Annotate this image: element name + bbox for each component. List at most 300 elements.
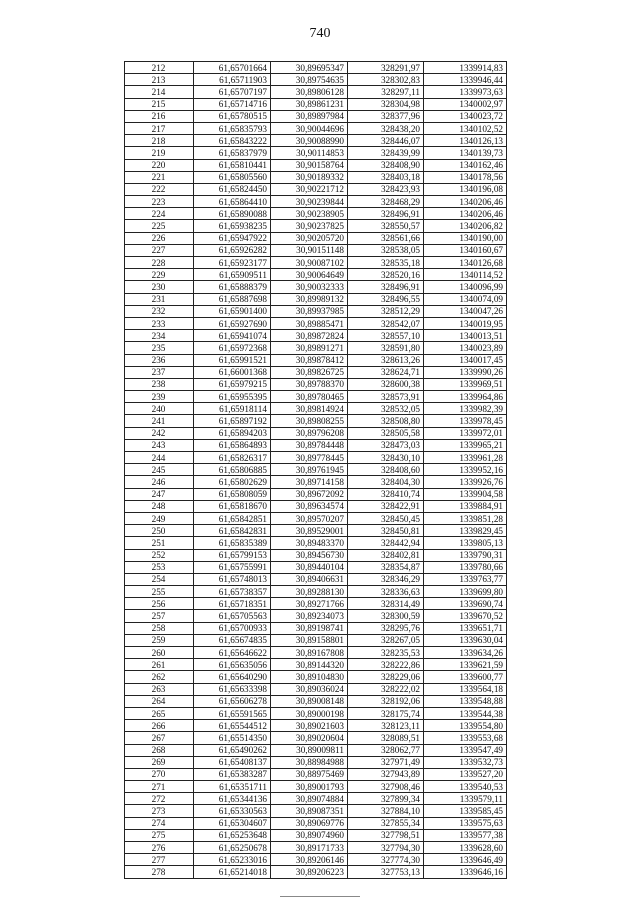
table-row bbox=[125, 244, 507, 256]
x-coordinate-cell: 328404,30 bbox=[348, 476, 424, 488]
longitude-cell: 30,89171733 bbox=[271, 842, 348, 854]
point-number-cell: 274 bbox=[125, 817, 194, 829]
y-coordinate-cell: 1340047,26 bbox=[424, 305, 507, 317]
table-row bbox=[125, 842, 507, 854]
point-number-cell: 246 bbox=[125, 476, 194, 488]
longitude-cell: 30,89069776 bbox=[271, 817, 348, 829]
x-coordinate-cell: 328297,11 bbox=[348, 86, 424, 98]
table-row bbox=[125, 354, 507, 366]
table-row bbox=[125, 634, 507, 646]
point-number-cell: 265 bbox=[125, 707, 194, 719]
x-coordinate-cell: 328402,81 bbox=[348, 549, 424, 561]
x-coordinate-cell: 328300,59 bbox=[348, 610, 424, 622]
latitude-cell: 61,65927690 bbox=[194, 317, 271, 329]
x-coordinate-cell: 328423,93 bbox=[348, 183, 424, 195]
latitude-cell: 61,65806885 bbox=[194, 464, 271, 476]
point-number-cell: 256 bbox=[125, 598, 194, 610]
latitude-cell: 61,65799153 bbox=[194, 549, 271, 561]
point-number-cell: 218 bbox=[125, 135, 194, 147]
point-number-cell: 237 bbox=[125, 366, 194, 378]
latitude-cell: 61,65955395 bbox=[194, 391, 271, 403]
point-number-cell: 278 bbox=[125, 866, 194, 878]
longitude-cell: 30,89529001 bbox=[271, 525, 348, 537]
latitude-cell: 61,65894203 bbox=[194, 427, 271, 439]
longitude-cell: 30,89761945 bbox=[271, 464, 348, 476]
table-row bbox=[125, 62, 507, 74]
table-row bbox=[125, 183, 507, 195]
longitude-cell: 30,89784448 bbox=[271, 439, 348, 451]
latitude-cell: 61,65941074 bbox=[194, 330, 271, 342]
point-number-cell: 270 bbox=[125, 768, 194, 780]
y-coordinate-cell: 1340023,72 bbox=[424, 110, 507, 122]
y-coordinate-cell: 1339544,38 bbox=[424, 707, 507, 719]
latitude-cell: 61,65835389 bbox=[194, 537, 271, 549]
longitude-cell: 30,89206146 bbox=[271, 854, 348, 866]
x-coordinate-cell: 328557,10 bbox=[348, 330, 424, 342]
latitude-cell: 61,65888379 bbox=[194, 281, 271, 293]
point-number-cell: 221 bbox=[125, 171, 194, 183]
x-coordinate-cell: 328377,96 bbox=[348, 110, 424, 122]
x-coordinate-cell: 328291,97 bbox=[348, 62, 424, 74]
table-row bbox=[125, 610, 507, 622]
longitude-cell: 30,90239844 bbox=[271, 196, 348, 208]
point-number-cell: 215 bbox=[125, 98, 194, 110]
x-coordinate-cell: 328535,18 bbox=[348, 257, 424, 269]
point-number-cell: 268 bbox=[125, 744, 194, 756]
latitude-cell: 61,65979215 bbox=[194, 378, 271, 390]
y-coordinate-cell: 1340196,08 bbox=[424, 183, 507, 195]
point-number-cell: 227 bbox=[125, 244, 194, 256]
table-row bbox=[125, 391, 507, 403]
point-number-cell: 217 bbox=[125, 122, 194, 134]
point-number-cell: 275 bbox=[125, 829, 194, 841]
y-coordinate-cell: 1340160,67 bbox=[424, 244, 507, 256]
x-coordinate-cell: 328222,02 bbox=[348, 683, 424, 695]
point-number-cell: 235 bbox=[125, 342, 194, 354]
table-row bbox=[125, 793, 507, 805]
x-coordinate-cell: 328336,63 bbox=[348, 586, 424, 598]
x-coordinate-cell: 328314,49 bbox=[348, 598, 424, 610]
longitude-cell: 30,89234073 bbox=[271, 610, 348, 622]
latitude-cell: 61,65711903 bbox=[194, 74, 271, 86]
point-number-cell: 223 bbox=[125, 196, 194, 208]
y-coordinate-cell: 1339548,88 bbox=[424, 695, 507, 707]
table-row bbox=[125, 659, 507, 671]
table-row bbox=[125, 671, 507, 683]
y-coordinate-cell: 1339630,04 bbox=[424, 634, 507, 646]
y-coordinate-cell: 1339851,28 bbox=[424, 512, 507, 524]
x-coordinate-cell: 328538,05 bbox=[348, 244, 424, 256]
latitude-cell: 61,65514350 bbox=[194, 732, 271, 744]
y-coordinate-cell: 1339973,63 bbox=[424, 86, 507, 98]
latitude-cell: 61,65635056 bbox=[194, 659, 271, 671]
latitude-cell: 61,65490262 bbox=[194, 744, 271, 756]
table-row bbox=[125, 147, 507, 159]
y-coordinate-cell: 1340126,13 bbox=[424, 135, 507, 147]
table-row bbox=[125, 683, 507, 695]
y-coordinate-cell: 1339554,80 bbox=[424, 720, 507, 732]
x-coordinate-cell: 328346,29 bbox=[348, 573, 424, 585]
y-coordinate-cell: 1339926,76 bbox=[424, 476, 507, 488]
y-coordinate-cell: 1339600,77 bbox=[424, 671, 507, 683]
y-coordinate-cell: 1340013,51 bbox=[424, 330, 507, 342]
longitude-cell: 30,89989132 bbox=[271, 293, 348, 305]
longitude-cell: 30,90044696 bbox=[271, 122, 348, 134]
x-coordinate-cell: 328410,74 bbox=[348, 488, 424, 500]
x-coordinate-cell: 328267,05 bbox=[348, 634, 424, 646]
latitude-cell: 61,65897192 bbox=[194, 415, 271, 427]
table-row bbox=[125, 781, 507, 793]
table-row bbox=[125, 732, 507, 744]
table-row bbox=[125, 537, 507, 549]
latitude-cell: 61,65253648 bbox=[194, 829, 271, 841]
latitude-cell: 61,65909511 bbox=[194, 269, 271, 281]
y-coordinate-cell: 1339553,68 bbox=[424, 732, 507, 744]
latitude-cell: 61,65330563 bbox=[194, 805, 271, 817]
y-coordinate-cell: 1339969,51 bbox=[424, 378, 507, 390]
longitude-cell: 30,89206223 bbox=[271, 866, 348, 878]
latitude-cell: 61,65826317 bbox=[194, 452, 271, 464]
latitude-cell: 61,65700933 bbox=[194, 622, 271, 634]
x-coordinate-cell: 328354,87 bbox=[348, 561, 424, 573]
x-coordinate-cell: 328192,06 bbox=[348, 695, 424, 707]
table-row bbox=[125, 86, 507, 98]
longitude-cell: 30,88975469 bbox=[271, 768, 348, 780]
latitude-cell: 61,65818670 bbox=[194, 500, 271, 512]
point-number-cell: 259 bbox=[125, 634, 194, 646]
y-coordinate-cell: 1339972,01 bbox=[424, 427, 507, 439]
table-row bbox=[125, 768, 507, 780]
point-number-cell: 222 bbox=[125, 183, 194, 195]
point-number-cell: 267 bbox=[125, 732, 194, 744]
table-row bbox=[125, 342, 507, 354]
point-number-cell: 240 bbox=[125, 403, 194, 415]
y-coordinate-cell: 1339527,20 bbox=[424, 768, 507, 780]
y-coordinate-cell: 1339961,28 bbox=[424, 452, 507, 464]
x-coordinate-cell: 327899,34 bbox=[348, 793, 424, 805]
y-coordinate-cell: 1340206,46 bbox=[424, 196, 507, 208]
point-number-cell: 251 bbox=[125, 537, 194, 549]
point-number-cell: 261 bbox=[125, 659, 194, 671]
table-row bbox=[125, 573, 507, 585]
x-coordinate-cell: 327884,10 bbox=[348, 805, 424, 817]
table-row bbox=[125, 269, 507, 281]
x-coordinate-cell: 328561,66 bbox=[348, 232, 424, 244]
y-coordinate-cell: 1340096,99 bbox=[424, 281, 507, 293]
table-row bbox=[125, 695, 507, 707]
longitude-cell: 30,89074884 bbox=[271, 793, 348, 805]
y-coordinate-cell: 1339978,45 bbox=[424, 415, 507, 427]
x-coordinate-cell: 328229,06 bbox=[348, 671, 424, 683]
point-number-cell: 214 bbox=[125, 86, 194, 98]
point-number-cell: 225 bbox=[125, 220, 194, 232]
latitude-cell: 61,65344136 bbox=[194, 793, 271, 805]
latitude-cell: 61,65923177 bbox=[194, 257, 271, 269]
point-number-cell: 249 bbox=[125, 512, 194, 524]
x-coordinate-cell: 328542,07 bbox=[348, 317, 424, 329]
y-coordinate-cell: 1339982,39 bbox=[424, 403, 507, 415]
point-number-cell: 239 bbox=[125, 391, 194, 403]
x-coordinate-cell: 327798,51 bbox=[348, 829, 424, 841]
table-row bbox=[125, 135, 507, 147]
x-coordinate-cell: 328520,16 bbox=[348, 269, 424, 281]
latitude-cell: 61,65748013 bbox=[194, 573, 271, 585]
latitude-cell: 61,65351711 bbox=[194, 781, 271, 793]
table-row bbox=[125, 427, 507, 439]
point-number-cell: 219 bbox=[125, 147, 194, 159]
latitude-cell: 61,65701664 bbox=[194, 62, 271, 74]
point-number-cell: 248 bbox=[125, 500, 194, 512]
table-row bbox=[125, 561, 507, 573]
latitude-cell: 61,65408137 bbox=[194, 756, 271, 768]
y-coordinate-cell: 1339780,66 bbox=[424, 561, 507, 573]
latitude-cell: 61,65304607 bbox=[194, 817, 271, 829]
longitude-cell: 30,89672092 bbox=[271, 488, 348, 500]
table-row bbox=[125, 500, 507, 512]
latitude-cell: 61,65810441 bbox=[194, 159, 271, 171]
latitude-cell: 61,65864893 bbox=[194, 439, 271, 451]
latitude-cell: 61,65808059 bbox=[194, 488, 271, 500]
x-coordinate-cell: 328222,86 bbox=[348, 659, 424, 671]
table-row bbox=[125, 622, 507, 634]
point-number-cell: 220 bbox=[125, 159, 194, 171]
latitude-cell: 61,65674835 bbox=[194, 634, 271, 646]
x-coordinate-cell: 328550,57 bbox=[348, 220, 424, 232]
table-row bbox=[125, 866, 507, 878]
table-row bbox=[125, 854, 507, 866]
longitude-cell: 30,89144320 bbox=[271, 659, 348, 671]
x-coordinate-cell: 328442,94 bbox=[348, 537, 424, 549]
latitude-cell: 61,65718351 bbox=[194, 598, 271, 610]
y-coordinate-cell: 1339904,58 bbox=[424, 488, 507, 500]
latitude-cell: 61,65640290 bbox=[194, 671, 271, 683]
x-coordinate-cell: 327908,46 bbox=[348, 781, 424, 793]
longitude-cell: 30,89036024 bbox=[271, 683, 348, 695]
y-coordinate-cell: 1339690,74 bbox=[424, 598, 507, 610]
point-number-cell: 236 bbox=[125, 354, 194, 366]
point-number-cell: 245 bbox=[125, 464, 194, 476]
latitude-cell: 61,65544512 bbox=[194, 720, 271, 732]
y-coordinate-cell: 1340139,73 bbox=[424, 147, 507, 159]
table-row bbox=[125, 476, 507, 488]
x-coordinate-cell: 327794,30 bbox=[348, 842, 424, 854]
x-coordinate-cell: 328505,58 bbox=[348, 427, 424, 439]
point-number-cell: 216 bbox=[125, 110, 194, 122]
latitude-cell: 61,65835793 bbox=[194, 122, 271, 134]
y-coordinate-cell: 1340074,09 bbox=[424, 293, 507, 305]
point-number-cell: 258 bbox=[125, 622, 194, 634]
longitude-cell: 30,89167808 bbox=[271, 647, 348, 659]
longitude-cell: 30,89198741 bbox=[271, 622, 348, 634]
y-coordinate-cell: 1339532,73 bbox=[424, 756, 507, 768]
point-number-cell: 269 bbox=[125, 756, 194, 768]
latitude-cell: 61,65606278 bbox=[194, 695, 271, 707]
latitude-cell: 61,65842831 bbox=[194, 525, 271, 537]
longitude-cell: 30,90064649 bbox=[271, 269, 348, 281]
longitude-cell: 30,89796208 bbox=[271, 427, 348, 439]
point-number-cell: 242 bbox=[125, 427, 194, 439]
x-coordinate-cell: 327971,49 bbox=[348, 756, 424, 768]
x-coordinate-cell: 328438,20 bbox=[348, 122, 424, 134]
latitude-cell: 61,65890088 bbox=[194, 208, 271, 220]
x-coordinate-cell: 328062,77 bbox=[348, 744, 424, 756]
page-number: 740 bbox=[309, 26, 331, 41]
x-coordinate-cell: 328468,29 bbox=[348, 196, 424, 208]
table-row bbox=[125, 317, 507, 329]
y-coordinate-cell: 1339628,60 bbox=[424, 842, 507, 854]
longitude-cell: 30,89009811 bbox=[271, 744, 348, 756]
longitude-cell: 30,89695347 bbox=[271, 62, 348, 74]
point-number-cell: 212 bbox=[125, 62, 194, 74]
coordinates-table-body bbox=[125, 62, 507, 879]
longitude-cell: 30,89634574 bbox=[271, 500, 348, 512]
x-coordinate-cell: 327855,34 bbox=[348, 817, 424, 829]
y-coordinate-cell: 1339829,45 bbox=[424, 525, 507, 537]
y-coordinate-cell: 1339670,52 bbox=[424, 610, 507, 622]
table-row bbox=[125, 525, 507, 537]
y-coordinate-cell: 1339621,59 bbox=[424, 659, 507, 671]
x-coordinate-cell: 328450,45 bbox=[348, 512, 424, 524]
y-coordinate-cell: 1340206,46 bbox=[424, 208, 507, 220]
x-coordinate-cell: 328446,07 bbox=[348, 135, 424, 147]
x-coordinate-cell: 328408,60 bbox=[348, 464, 424, 476]
table-row bbox=[125, 171, 507, 183]
table-row bbox=[125, 403, 507, 415]
table-row bbox=[125, 208, 507, 220]
point-number-cell: 224 bbox=[125, 208, 194, 220]
x-coordinate-cell: 328508,80 bbox=[348, 415, 424, 427]
longitude-cell: 30,90087102 bbox=[271, 257, 348, 269]
point-number-cell: 277 bbox=[125, 854, 194, 866]
y-coordinate-cell: 1340023,89 bbox=[424, 342, 507, 354]
x-coordinate-cell: 328302,83 bbox=[348, 74, 424, 86]
longitude-cell: 30,90221712 bbox=[271, 183, 348, 195]
table-row bbox=[125, 586, 507, 598]
y-coordinate-cell: 1339952,16 bbox=[424, 464, 507, 476]
table-row bbox=[125, 366, 507, 378]
longitude-cell: 30,89814924 bbox=[271, 403, 348, 415]
longitude-cell: 30,90088990 bbox=[271, 135, 348, 147]
y-coordinate-cell: 1339884,91 bbox=[424, 500, 507, 512]
point-number-cell: 226 bbox=[125, 232, 194, 244]
point-number-cell: 264 bbox=[125, 695, 194, 707]
longitude-cell: 30,89754635 bbox=[271, 74, 348, 86]
table-row bbox=[125, 512, 507, 524]
table-row bbox=[125, 488, 507, 500]
table-row bbox=[125, 378, 507, 390]
longitude-cell: 30,89885471 bbox=[271, 317, 348, 329]
point-number-cell: 247 bbox=[125, 488, 194, 500]
longitude-cell: 30,89714158 bbox=[271, 476, 348, 488]
x-coordinate-cell: 328175,74 bbox=[348, 707, 424, 719]
y-coordinate-cell: 1339547,49 bbox=[424, 744, 507, 756]
x-coordinate-cell: 328473,03 bbox=[348, 439, 424, 451]
table-row bbox=[125, 829, 507, 841]
point-number-cell: 243 bbox=[125, 439, 194, 451]
longitude-cell: 30,89008148 bbox=[271, 695, 348, 707]
latitude-cell: 61,65707197 bbox=[194, 86, 271, 98]
latitude-cell: 61,65837979 bbox=[194, 147, 271, 159]
point-number-cell: 232 bbox=[125, 305, 194, 317]
table-row bbox=[125, 232, 507, 244]
point-number-cell: 273 bbox=[125, 805, 194, 817]
table-row bbox=[125, 110, 507, 122]
latitude-cell: 61,65755991 bbox=[194, 561, 271, 573]
table-row bbox=[125, 281, 507, 293]
latitude-cell: 61,65633398 bbox=[194, 683, 271, 695]
point-number-cell: 229 bbox=[125, 269, 194, 281]
point-number-cell: 255 bbox=[125, 586, 194, 598]
y-coordinate-cell: 1339699,80 bbox=[424, 586, 507, 598]
latitude-cell: 61,65843222 bbox=[194, 135, 271, 147]
longitude-cell: 30,90158764 bbox=[271, 159, 348, 171]
point-number-cell: 271 bbox=[125, 781, 194, 793]
longitude-cell: 30,89001793 bbox=[271, 781, 348, 793]
point-number-cell: 257 bbox=[125, 610, 194, 622]
table-row bbox=[125, 196, 507, 208]
y-coordinate-cell: 1340002,97 bbox=[424, 98, 507, 110]
longitude-cell: 30,89020604 bbox=[271, 732, 348, 744]
y-coordinate-cell: 1340178,56 bbox=[424, 171, 507, 183]
y-coordinate-cell: 1339585,45 bbox=[424, 805, 507, 817]
longitude-cell: 30,90032333 bbox=[271, 281, 348, 293]
x-coordinate-cell: 328430,10 bbox=[348, 452, 424, 464]
longitude-cell: 30,89570207 bbox=[271, 512, 348, 524]
x-coordinate-cell: 328624,71 bbox=[348, 366, 424, 378]
latitude-cell: 61,65591565 bbox=[194, 707, 271, 719]
point-number-cell: 262 bbox=[125, 671, 194, 683]
table-row bbox=[125, 817, 507, 829]
longitude-cell: 30,90114853 bbox=[271, 147, 348, 159]
latitude-cell: 61,65383287 bbox=[194, 768, 271, 780]
y-coordinate-cell: 1340102,52 bbox=[424, 122, 507, 134]
x-coordinate-cell: 328295,76 bbox=[348, 622, 424, 634]
latitude-cell: 61,65780515 bbox=[194, 110, 271, 122]
latitude-cell: 61,65705563 bbox=[194, 610, 271, 622]
longitude-cell: 30,89021603 bbox=[271, 720, 348, 732]
y-coordinate-cell: 1340126,68 bbox=[424, 257, 507, 269]
latitude-cell: 61,65864410 bbox=[194, 196, 271, 208]
y-coordinate-cell: 1339634,26 bbox=[424, 647, 507, 659]
point-number-cell: 213 bbox=[125, 74, 194, 86]
point-number-cell: 238 bbox=[125, 378, 194, 390]
longitude-cell: 30,89872824 bbox=[271, 330, 348, 342]
table-row bbox=[125, 159, 507, 171]
table-row bbox=[125, 549, 507, 561]
latitude-cell: 61,65214018 bbox=[194, 866, 271, 878]
x-coordinate-cell: 328408,90 bbox=[348, 159, 424, 171]
longitude-cell: 30,89483370 bbox=[271, 537, 348, 549]
longitude-cell: 30,89158801 bbox=[271, 634, 348, 646]
point-number-cell: 228 bbox=[125, 257, 194, 269]
longitude-cell: 30,89808255 bbox=[271, 415, 348, 427]
y-coordinate-cell: 1339540,53 bbox=[424, 781, 507, 793]
table-row bbox=[125, 598, 507, 610]
point-number-cell: 266 bbox=[125, 720, 194, 732]
table-row bbox=[125, 744, 507, 756]
longitude-cell: 30,89788370 bbox=[271, 378, 348, 390]
latitude-cell: 61,65947922 bbox=[194, 232, 271, 244]
longitude-cell: 30,89288130 bbox=[271, 586, 348, 598]
longitude-cell: 30,89440104 bbox=[271, 561, 348, 573]
longitude-cell: 30,89271766 bbox=[271, 598, 348, 610]
longitude-cell: 30,89937985 bbox=[271, 305, 348, 317]
x-coordinate-cell: 328573,91 bbox=[348, 391, 424, 403]
table-row bbox=[125, 452, 507, 464]
x-coordinate-cell: 328613,26 bbox=[348, 354, 424, 366]
y-coordinate-cell: 1339564,18 bbox=[424, 683, 507, 695]
latitude-cell: 61,65842851 bbox=[194, 512, 271, 524]
